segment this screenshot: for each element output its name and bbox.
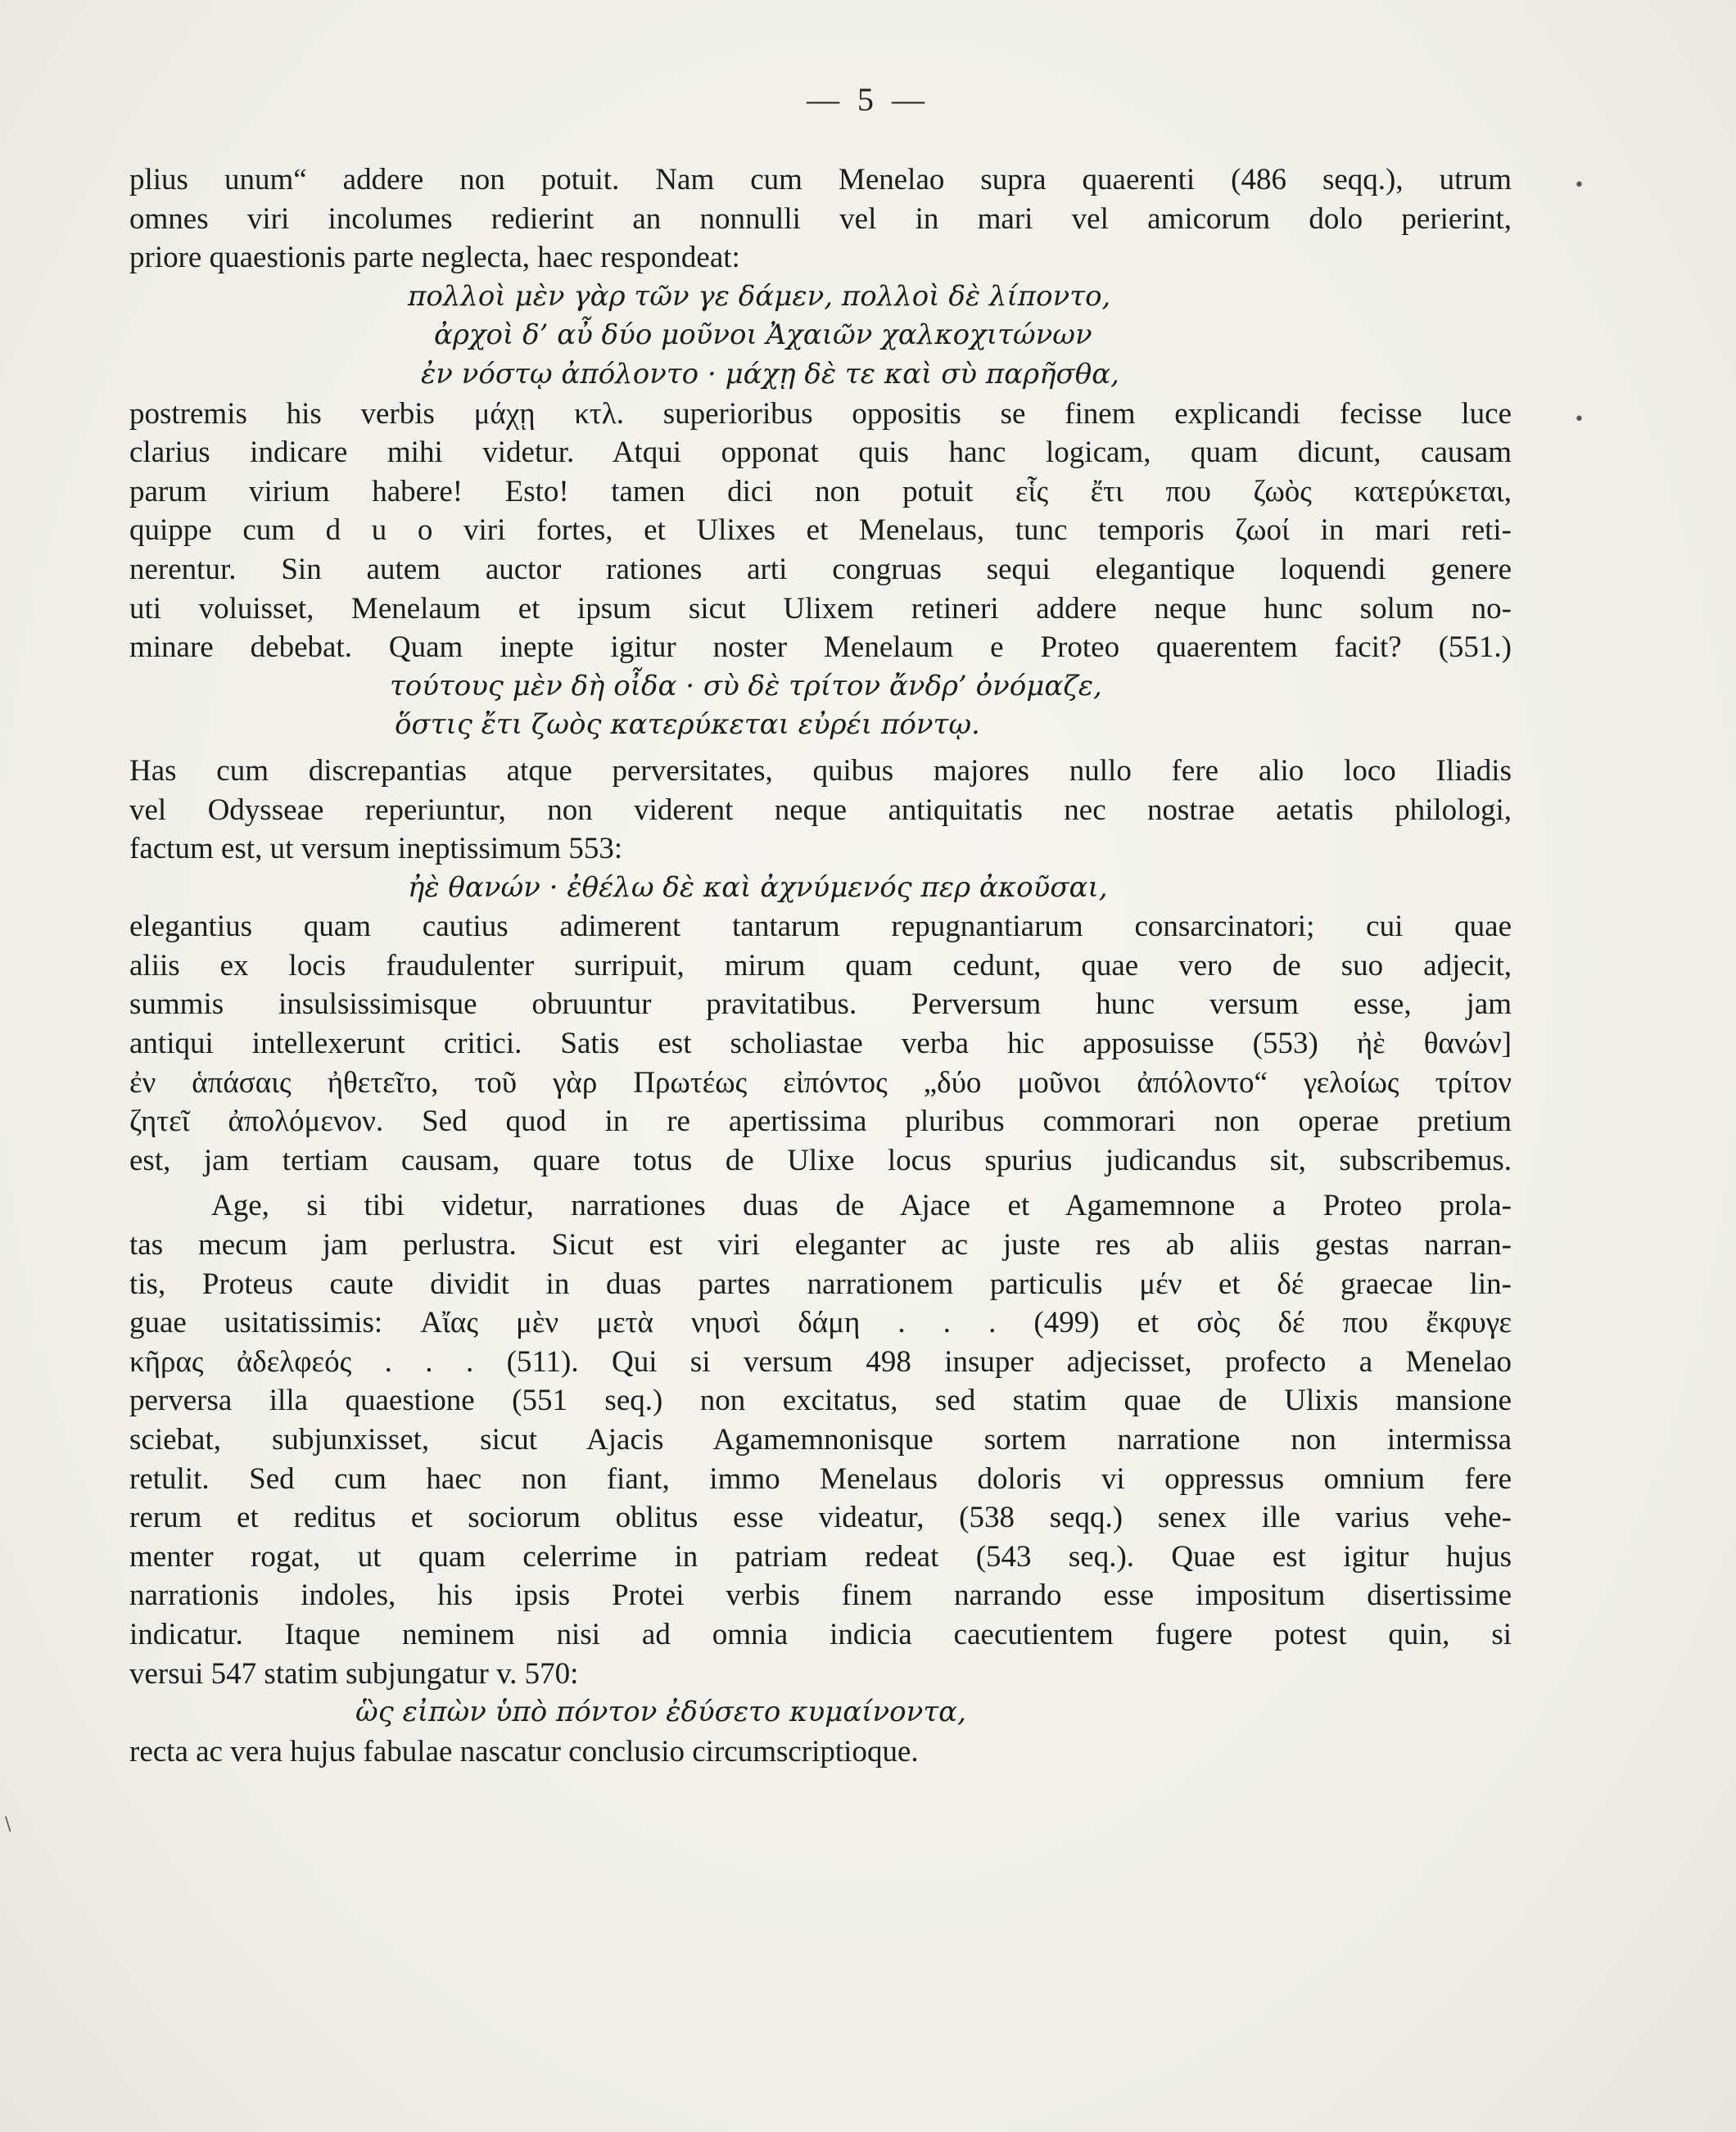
text-line: rerum et reditus et sociorum oblitus esse videatur, (538 seqq.) senex ille varius vehe- (129, 1501, 1512, 1535)
text-line: versui 547 statim subjungatur v. 570: (129, 1656, 579, 1691)
text-line: narrationis indoles, his ipsis Protei verbis finem narrando esse impositum disertissime (129, 1579, 1512, 1613)
text-line: quippe cum d u o viri fortes, et Ulixes et Menelaus, tunc temporis ζωοί in mari reti- (129, 513, 1512, 548)
text-line: elegantius quam cautius adimerent tantarum repugnantiarum consarcinatori; cui quae (129, 910, 1512, 944)
greek-verse-line: ἠὲ θανών · ἐθέλω δὲ καὶ ἀχνύμενός περ ἀκοῦσαι, (408, 870, 1108, 904)
text-line: ἐν ἁπάσαις ἠθετεῖτο, τοῦ γὰρ Πρωτέως εἰπόντος „δύο μοῦνοι ἀπόλοντο“ γελοίως τρίτον (129, 1065, 1512, 1100)
text-line: clarius indicare mihi videtur. Atqui opponat quis hanc logicam, quam dicunt, causam (129, 436, 1512, 470)
text-line: antiqui intellexerunt critici. Satis est scholiastae verba hic apposuisse (553) ἠὲ θανών] (129, 1027, 1512, 1061)
text-line: Age, si tibi videtur, narrationes duas de Ajace et Agamemnone a Proteo prola- (211, 1189, 1512, 1223)
text-line: vel Odysseae reperiuntur, non viderent neque antiquitatis nec nostrae aetatis philologi, (129, 793, 1512, 827)
text-line: postremis his verbis μάχῃ κτλ. superioribus oppositis se finem explicandi fecisse luce (129, 396, 1512, 431)
greek-verse-line: ἀρχοὶ δ’ αὖ δύο μοῦνοι Ἀχαιῶν χαλκοχιτώνων (434, 318, 1092, 352)
text-line: κῆρας ἀδελφεός . . . (511). Qui si versum 498 insuper adjecisset, profecto a Menelao (129, 1344, 1512, 1379)
text-line: aliis ex locis fraudulenter surripuit, mirum quam cedunt, quae vero de suo adjecit, (129, 948, 1512, 982)
text-line: minare debebat. Quam inepte igitur noster Menelaum e Proteo quaerentem facit? (551.) (129, 630, 1512, 665)
text-line: menter rogat, ut quam celerrime in patriam redeat (543 seq.). Quae est igitur hujus (129, 1539, 1512, 1574)
text-line: parum virium habere! Esto! tamen dici non potuit εἷς ἔτι που ζωὸς κατερύκεται, (129, 474, 1512, 508)
page-number: — 5 — (807, 81, 929, 118)
greek-verse-line: τούτους μὲν δὴ οἶδα · σὺ δὲ τρίτον ἄνδρ’ ὀνόμαζε, (390, 669, 1102, 702)
margin-tick-mark: \ (5, 1814, 11, 1835)
greek-verse-line: ὅστις ἔτι ζωὸς κατερύκεται εὐρέι πόντῳ. (395, 708, 980, 742)
greek-verse-line: πολλοὶ μὲν γὰρ τῶν γε δάμεν, πολλοὶ δὲ λίποντο, (408, 279, 1111, 313)
text-line: summis insulsissimisque obruuntur pravitatibus. Perversum hunc versum esse, jam (129, 987, 1512, 1022)
body-text (129, 160, 1512, 1771)
text-line: priore quaestionis parte neglecta, haec respondeat: (129, 241, 740, 275)
text-line: ζητεῖ ἀπολόμενον. Sed quod in re apertissima pluribus commorari non operae pretium (129, 1104, 1512, 1139)
text-line: guae usitatissimis: Αἴας μὲν μετὰ νηυσὶ δάμη . . . (499) et σὸς δέ που ἔκφυγε (129, 1306, 1512, 1340)
text-line: tis, Proteus caute dividit in duas partes narrationem particulis μέν et δέ graecae lin- (129, 1267, 1512, 1301)
text-line: sciebat, subjunxisset, sicut Ajacis Agamemnonisque sortem narratione non intermissa (129, 1423, 1512, 1457)
margin-dot-mark: • (1574, 409, 1585, 430)
text-line: plius unum“ addere non potuit. Nam cum Menelao supra quaerenti (486 seqq.), utrum (129, 163, 1512, 196)
greek-verse-line: ὣς εἰπὼν ὑπὸ πόντον ἐδύσετο κυμαίνοντα, (355, 1696, 966, 1729)
text-line: est, jam tertiam causam, quare totus de Ulixe locus spurius judicandus sit, subscribemus. (129, 1143, 1512, 1177)
greek-verse-line: ἐν νόστῳ ἀπόλοντο · μάχῃ δὲ τε καὶ σὺ παρῆσθα, (421, 357, 1119, 391)
text-line: factum est, ut versum ineptissimum 553: (129, 832, 623, 866)
text-line: recta ac vera hujus fabulae nascatur conclusio circumscriptioque. (129, 1734, 919, 1768)
text-line: omnes viri incolumes redierint an nonnulli vel in mari vel amicorum dolo perierint, (129, 201, 1512, 236)
text-line: tas mecum jam perlustra. Sicut est viri eleganter ac juste res ab aliis gestas narran- (129, 1228, 1512, 1262)
margin-dot-mark: • (1574, 175, 1585, 196)
text-line: nerentur. Sin autem auctor rationes arti congruas sequi elegantique loquendi genere (129, 552, 1512, 586)
text-line: Has cum discrepantias atque perversitates, quibus majores nullo fere alio loco Iliadis (129, 753, 1512, 788)
text-line: retulit. Sed cum haec non fiant, immo Menelaus doloris vi oppressus omnium fere (129, 1461, 1512, 1496)
text-line: uti voluisset, Menelaum et ipsum sicut Ulixem retineri addere neque hunc solum no- (129, 591, 1512, 626)
text-line: perversa illa quaestione (551 seq.) non excitatus, sed statim quae de Ulixis mansione (129, 1384, 1512, 1418)
text-line: indicatur. Itaque neminem nisi ad omnia indicia caecutientem fugere potest quin, si (129, 1617, 1512, 1651)
